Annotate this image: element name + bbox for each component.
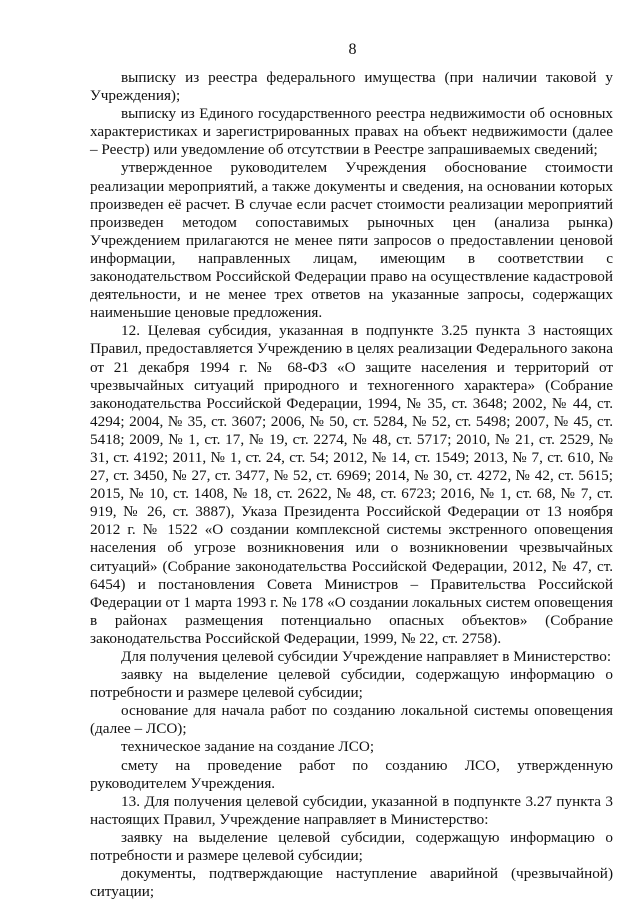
document-body bbox=[90, 69, 613, 901]
paragraph: 12. Целевая субсидия, указанная в подпункте 3.25 пункта 3 настоящих Правил, предоставляется Учреждению в целях реализации Федерального закона от 21 декабря 1994 г. № 68-ФЗ «О защите населения и территорий от чрезвычайных ситуаций природного и техногенного характера» (Собрание законодательства Российской Федерации, 1994, № 35, ст. 3648; 2002, № 44, ст. 4294; 2004, № 35, ст. 3607; 2006, № 50, ст. 5284, № 52, ст. 5498; 2007, № 45, ст. 5418; 2009, № 1, ст. 17, № 19, ст. 2274, № 48, ст. 5717; 2010, № 21, ст. 2529, № 31, ст. 4192; 2011, № 1, ст. 24, ст. 54; 2012, № 14, ст. 1549; 2013, № 7, ст. 610, № 27, ст. 3450, № 27, ст. 3477, № 52, ст. 6969; 2014, № 30, ст. 4272, № 42, ст. 5615; 2015, № 10, ст. 1408, № 18, ст. 2622, № 48, ст. 6723; 2016, № 1, ст. 68, № 7, ст. 919, № 26, ст. 3887), Указа Президента Российской Федерации от 13 ноября 2012 г. № 1522 «О создании комплексной системы экстренного оповещения населения об угрозе возникновения или о возникновении чрезвычайных ситуаций» (Собрание законодательства Российской Федерации, 2012, № 47, ст. 6454) и постановления Совета Министров – Правительства Российской Федерации от 1 марта 1993 г. № 178 «О создании локальных систем оповещения в районах размещения потенциально опасных объектов» (Собрание законодательства Российской Федерации, 1999, № 22, ст. 2758). bbox=[90, 322, 613, 647]
page-number: 8 bbox=[348, 41, 357, 58]
paragraph: основание для начала работ по созданию локальной системы оповещения (далее – ЛСО); bbox=[90, 702, 613, 738]
document-page bbox=[90, 40, 613, 901]
paragraph: утвержденное руководителем Учреждения обоснование стоимости реализации мероприятий, а также документы и сведения, на основании которых произведен её расчет. В случае если расчет стоимости реализации мероприятий произведен методом сопоставимых рыночных цен (анализа рынка) Учреждением прилагаются не менее пяти запросов о предоставлении ценовой информации, направленных лицам, имеющим в соответствии с законодательством Российской Федерации право на осуществление кадастровой деятельности, и не менее трех ответов на указанные запросы, содержащих наименьшие ценовые предложения. bbox=[90, 159, 613, 322]
paragraph: смету на проведение работ по созданию ЛСО, утвержденную руководителем Учреждения. bbox=[90, 756, 613, 792]
paragraph: выписку из Единого государственного реестра недвижимости об основных характеристиках и зарегистрированных правах на объект недвижимости (далее – Реестр) или уведомление об отсутствии в Реестре запрашиваемых сведений; bbox=[90, 105, 613, 159]
paragraph: заявку на выделение целевой субсидии, содержащую информацию о потребности и размере целевой субсидии; bbox=[90, 666, 613, 702]
paragraph: документы, подтверждающие наступление аварийной (чрезвычайной) ситуации; bbox=[90, 865, 613, 901]
paragraph: техническое задание на создание ЛСО; bbox=[121, 738, 375, 756]
paragraph: заявку на выделение целевой субсидии, содержащую информацию о потребности и размере целевой субсидии; bbox=[90, 828, 613, 865]
paragraph: 13. Для получения целевой субсидии, указанной в подпункте 3.27 пункта 3 настоящих Правил, Учреждение направляет в Министерство: bbox=[90, 792, 613, 828]
paragraph: выписку из реестра федерального имущества (при наличии таковой у Учреждения); bbox=[90, 69, 613, 105]
paragraph: Для получения целевой субсидии Учреждение направляет в Министерство: bbox=[121, 648, 612, 665]
